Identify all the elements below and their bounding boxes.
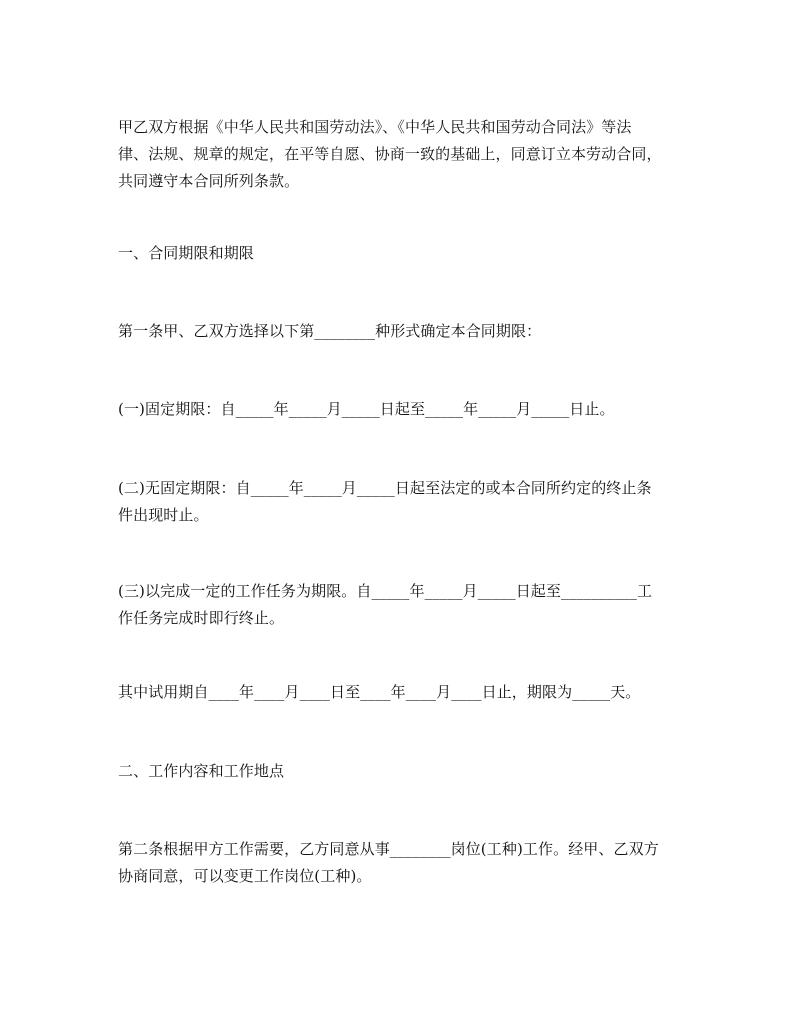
section-2-heading-text: 二、工作内容和工作地点	[118, 762, 285, 780]
intro-line-3: 共同遵守本合同所列条款。	[118, 172, 300, 190]
intro-line-2: 律、法规、规章的规定，在平等自愿、协商一致的基础上，同意订立本劳动合同，	[118, 145, 662, 163]
intro-paragraph	[118, 114, 688, 195]
option-2-line-1: (二)无固定期限：自_____年_____月_____日起至法定的或本合同所约定的终止条	[118, 479, 652, 497]
option-1-text: (一)固定期限：自_____年_____月_____日起至_____年_____月_____日止。	[118, 400, 615, 418]
probation-paragraph	[118, 679, 688, 706]
option-2-paragraph	[118, 475, 688, 529]
option-1-paragraph	[118, 396, 688, 423]
section-1-heading-text: 一、合同期限和期限	[118, 244, 254, 262]
intro-line-1: 甲乙双方根据《中华人民共和国劳动法》、《中华人民共和国劳动合同法》等法	[118, 118, 632, 136]
option-2-line-2: 件出现时止。	[118, 506, 209, 524]
probation-text: 其中试用期自____年____月____日至____年____月____日止，期限为_____天。	[118, 683, 641, 701]
section-1-heading	[118, 240, 688, 267]
option-3-paragraph	[118, 578, 688, 632]
article-2-paragraph	[118, 836, 688, 890]
article-2-line-2: 协商同意，可以变更工作岗位(工种)。	[118, 867, 372, 885]
article-1-paragraph	[118, 318, 688, 345]
article-2-line-1: 第二条根据甲方工作需要，乙方同意从事________岗位(工种)工作。经甲、乙双方	[118, 840, 659, 858]
article-1-text: 第一条甲、乙双方选择以下第________种形式确定本合同期限：	[118, 322, 542, 340]
option-3-line-1: (三)以完成一定的工作任务为期限。自_____年_____月_____日起至__________工	[118, 582, 653, 600]
section-2-heading	[118, 758, 688, 785]
option-3-line-2: 作任务完成时即行终止。	[118, 609, 285, 627]
